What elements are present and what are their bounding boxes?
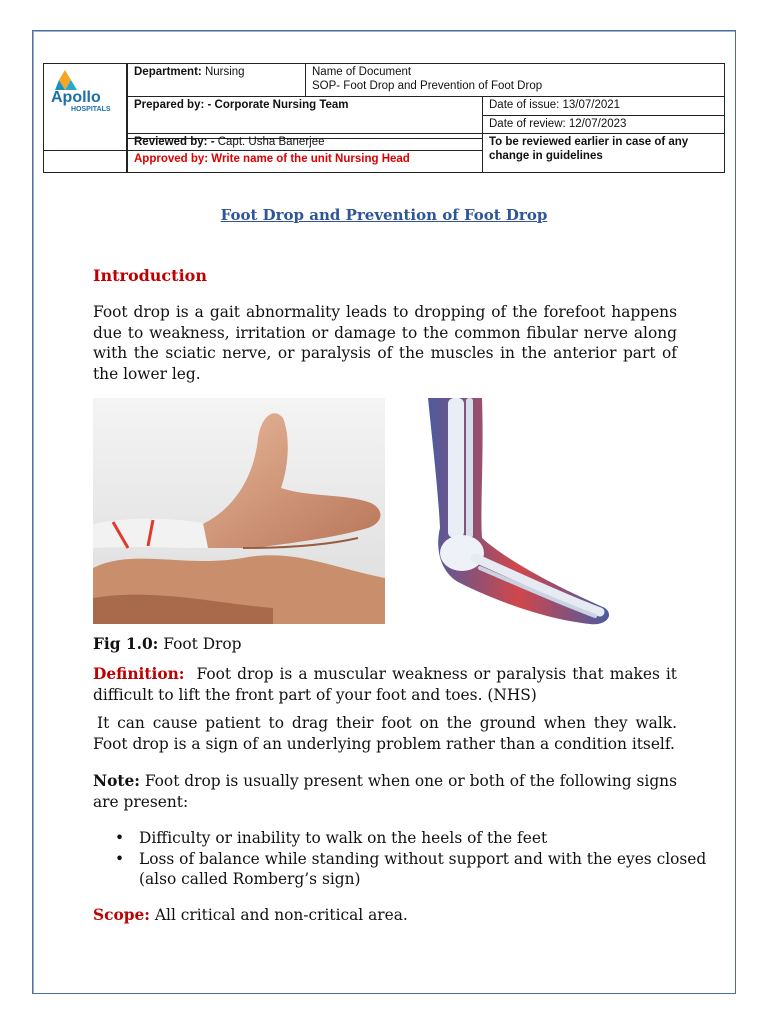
figure-label: Fig 1.0:	[93, 635, 159, 653]
scope-text: All critical and non-critical area.	[154, 906, 408, 924]
list-item	[115, 828, 729, 849]
svg-text:HOSPITALS: HOSPITALS	[71, 106, 111, 113]
list-item	[115, 849, 729, 890]
date-of-issue: Date of issue: 13/07/2021	[489, 99, 621, 111]
approved-by: Approved by: Write name of the unit Nursing Head	[134, 153, 410, 165]
svg-text:Apollo: Apollo	[51, 89, 101, 106]
logo-bottom-cell	[43, 150, 128, 173]
reviewed-value: Capt. Usha Banerjee	[217, 136, 325, 148]
list-item-text: Loss of balance while standing without support and with the eyes closed (also called Romberg’s sign)	[139, 849, 707, 888]
document-name-value: SOP- Foot Drop and Prevention of Foot Drop	[312, 80, 543, 92]
signs-list	[93, 828, 729, 890]
definition-label: Definition:	[93, 665, 185, 683]
document-name-label: Name of Document	[312, 66, 412, 78]
document-name-cell	[305, 63, 725, 97]
date-issue-cell	[482, 96, 725, 116]
note-paragraph	[93, 771, 677, 812]
drag-foot-paragraph: It can cause patient to drag their foot on the ground when they walk. Foot drop is a sign of an underlying problem rather than a condition itself.	[93, 714, 677, 753]
note-label: Note:	[93, 772, 140, 790]
review-note: To be reviewed earlier in case of any change in guidelines	[489, 136, 689, 162]
department-label: Department:	[134, 66, 202, 78]
list-item-text: Difficulty or inability to walk on the heels of the feet	[139, 829, 548, 847]
prepared-label: Prepared by: -	[134, 99, 212, 111]
scope-paragraph	[93, 905, 677, 926]
definition-paragraph	[93, 664, 677, 705]
review-note-cell	[482, 133, 725, 173]
document-title: Foot Drop and Prevention of Foot Drop	[220, 206, 548, 224]
scope-label: Scope:	[93, 906, 150, 924]
foot-skeleton-illustration	[420, 398, 620, 628]
reviewed-label: Reviewed by: -	[134, 136, 215, 148]
header-table	[43, 63, 725, 173]
prepared-value: Corporate Nursing Team	[214, 99, 349, 111]
bullet-icon: •	[115, 829, 125, 847]
reviewed-cell	[127, 133, 483, 151]
approved-cell	[127, 150, 483, 173]
figure-caption-text: Foot Drop	[163, 635, 242, 653]
note-text: Foot drop is usually present when one or both of the following signs are present:	[93, 772, 677, 811]
department-value: Nursing	[204, 66, 245, 78]
bullet-icon: •	[115, 849, 125, 868]
figure-caption	[93, 634, 677, 655]
date-of-review: Date of review: 12/07/2023	[489, 118, 627, 130]
date-review-cell	[482, 115, 725, 134]
definition-text: Foot drop is a muscular weakness or paralysis that makes it difficult to lift the front part of your foot and toes. (NHS)	[93, 665, 677, 704]
department-cell	[127, 63, 306, 97]
introduction-text: Foot drop is a gait abnormality leads to dropping of the forefoot happens due to weakness, irritation or damage to the common fibular nerve along with the sciatic nerve, or paralysis of the muscles in the anterior part of the lower leg.	[93, 303, 677, 383]
foot-drop-photo	[93, 398, 385, 624]
introduction-heading: Introduction	[93, 266, 207, 285]
